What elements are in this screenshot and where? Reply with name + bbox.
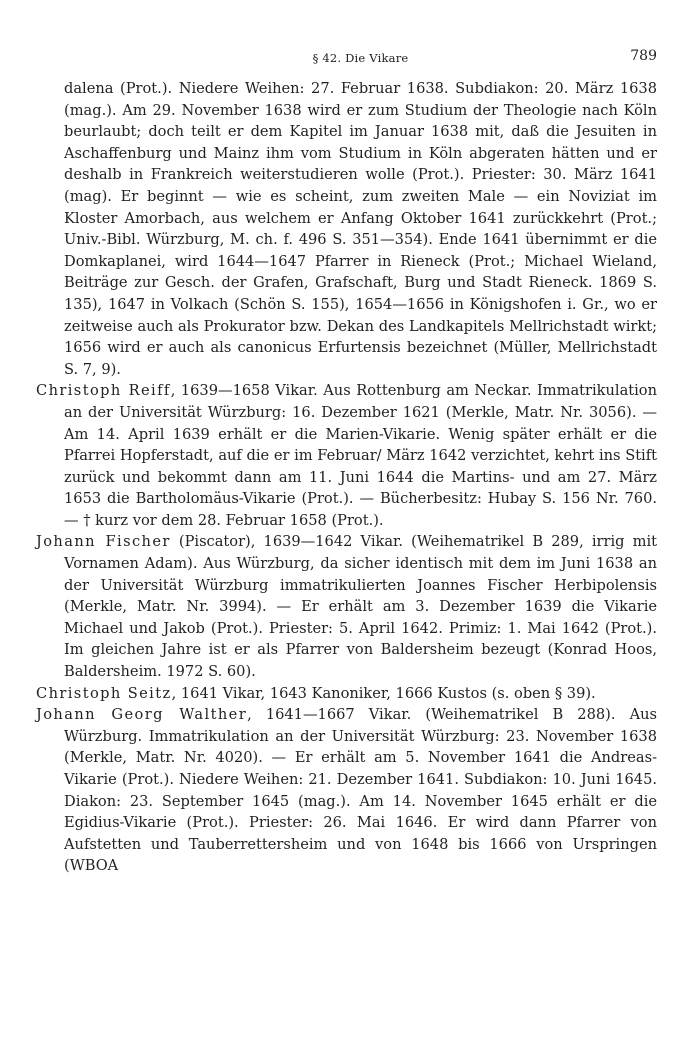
entry-walther xyxy=(36,704,657,877)
entry-text: (Piscator), 1639—1642 Vikar. (Weihematrikel B 289, irrig mit Vornamen Adam). Aus Würzburg, da sicher identisch mit dem im Juni 1638 an der Universität Würzburg immatrikulierten Joannes Fischer Herbipolensis (Merkle, Matr. Nr. 3994). — Er erhält am 3. Dezember 1639 die Vikarie Michael und Jakob (Prot.). Priester: 5. April 1642. Primiz: 1. Mai 1642 (Prot.). Im gleichen Jahre ist er als Pfarrer von Baldersheim bezeugt (Konrad Hoos, Baldersheim. 1972 S. 60). xyxy=(64,533,657,681)
entry-text: , 1641 Vikar, 1643 Kanoniker, 1666 Kustos (s. oben § 39). xyxy=(171,684,596,702)
page-header xyxy=(64,48,657,68)
entry-text: , 1639—1658 Vikar. Aus Rottenburg am Neckar. Immatrikulation an der Universität Würzburg: 16. Dezember 1621 (Merkle, Matr. Nr. 3056). — Am 14. April 1639 erhält er die Marien-Vikarie. Wenig später erhält er die Pfarrei Hopferstadt, auf die er im Februar/ März 1642 verzichtet, kehrt ins Stift zurück und bekommt dann am 11. Juni 1644 die Martins- und am 27. März 1653 die Bartholomäus-Vikarie (Prot.). — Bücherbesitz: Hubay S. 156 Nr. 760. — † kurz vor dem 28. Februar 1658 (Prot.). xyxy=(64,382,657,529)
continuation-paragraph: dalena (Prot.). Niedere Weihen: 27. Februar 1638. Subdiakon: 20. März 1638 (mag.). Am 29. November 1638 wird er zum Studium der Theologie nach Köln beurlaubt; doch teilt er dem Kapitel im Januar 1638 mit, daß die Jesuiten in Aschaffenburg und Mainz ihm vom Studium in Köln abgeraten hätten und er deshalb in Frankreich weiterstudieren wolle (Prot.). Priester: 30. März 1641 (mag). Er beginnt — wie es scheint, zum zweiten Male — ein Noviziat im Kloster Amorbach, aus welchem er Anfang Oktober 1641 zurückkehrt (Prot.; Univ.-Bibl. Würzburg, M. ch. f. 496 S. 351—354). Ende 1641 übernimmt er die Domkaplanei, wird 1644—1647 Pfarrer in Rieneck (Prot.; Michael Wieland, Beiträge zur Gesch. der Grafen, Grafschaft, Burg und Stadt Rieneck. 1869 S. 135), 1647 in Volkach (Schön S. 155), 1654—1656 in Königshofen i. Gr., wo er zeitweise auch als Prokurator bzw. Dekan des Landkapitels Mellrichstadt wirkt; 1656 wird er auch als canonicus Erfurtensis bezeichnet (Müller, Mellrichstadt S. 7, 9). xyxy=(64,80,657,378)
entry-name: Christoph Reiff xyxy=(36,382,171,400)
body-text xyxy=(36,78,657,877)
entry-text: , 1641—1667 Vikar. (Weihematrikel B 288). Aus Würzburg. Immatrikulation an der Universität Würzburg: 23. November 1638 (Merkle, Matr. Nr. 4020). — Er erhält am 5. November 1641 die Andreas-Vikarie (Prot.). Niedere Weihen: 21. Dezember 1641. Subdiakon: 10. Juni 1645. Diakon: 23. September 1645 (mag.). Am 14. November 1645 erhält er die Egidius-Vikarie (Prot.). Priester: 26. Mai 1646. Er wird dann Pfarrer von Aufstetten und Tauberrettersheim und von 1648 bis 1666 von Urspringen (WBOA xyxy=(64,706,658,875)
entry-name: Christoph Seitz xyxy=(36,684,172,702)
entry-reiff xyxy=(36,380,657,531)
entry-seitz xyxy=(36,683,657,705)
page-number: 789 xyxy=(630,48,657,64)
entry-fischer xyxy=(36,531,657,682)
entry-name: Johann Georg Walther xyxy=(36,706,248,724)
running-head: § 42. Die Vikare xyxy=(312,51,409,65)
entry-name: Johann Fischer xyxy=(36,533,171,551)
